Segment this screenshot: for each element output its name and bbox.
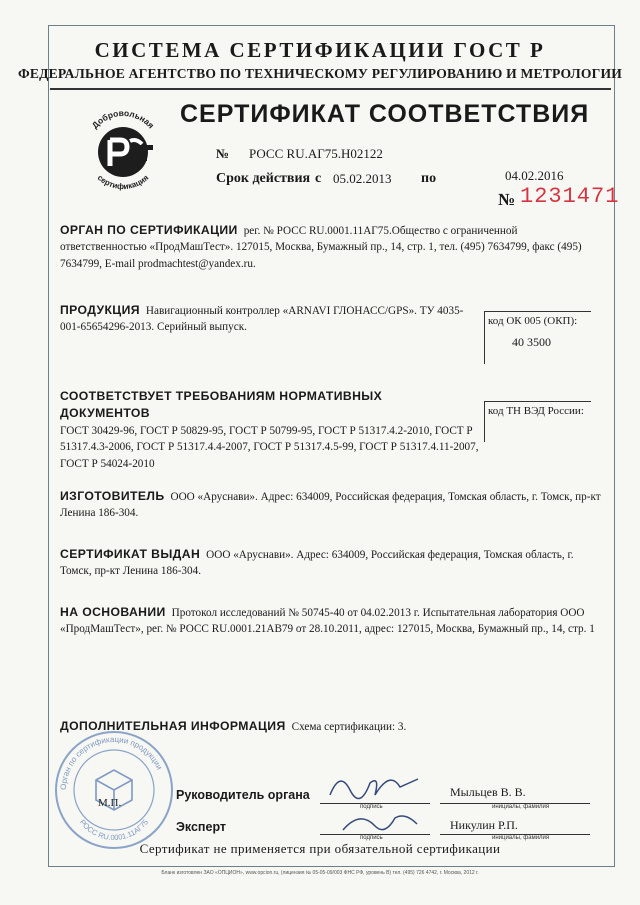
head-name: Мыльцев В. В. — [450, 785, 526, 799]
expert-signature-caption: подпись — [360, 835, 383, 841]
organ-heading: ОРГАН ПО СЕРТИФИКАЦИИ — [60, 223, 238, 237]
manufacturer-heading: ИЗГОТОВИТЕЛЬ — [60, 489, 165, 503]
logo-top-text: Добровольная — [89, 108, 157, 131]
print-info: Бланк изготовлен ЗАО «ОПЦИОН», www.opcion.ru, (лицензия № 05-05-09/003 ФНС РФ, уровень В) тел. (495) 726 4742, г. Москва, 2012 г. — [161, 870, 479, 876]
head-role: Руководитель органа — [176, 788, 310, 802]
expert-name: Никулин Р.П. — [450, 818, 518, 832]
product-heading: ПРОДУКЦИЯ — [60, 303, 140, 317]
issued-to-heading: СЕРТИФИКАТ ВЫДАН — [60, 547, 201, 561]
validity-from-label: с — [315, 171, 322, 186]
basis-text: Протокол исследований № 50745-40 от 04.02.2013 г. Испытательная лаборатория ООО «ПродМашТест», рег. № РОСС RU.0001.21АВ79 от 28.10.2011, адрес: 127015, Москва, Бумажный пр., 14, стр. 1 — [60, 607, 595, 636]
conformity-text: ГОСТ 30429-96, ГОСТ Р 50829-95, ГОСТ Р 50799-95, ГОСТ Р 51317.4.2-2010, ГОСТ Р 51317.4.3-2006, ГОСТ Р 51317.4.4-2007, ГОСТ Р 51317.4.5-99, ГОСТ Р 51317.4.11-2007, ГОСТ Р 54024-2010 — [60, 424, 479, 470]
basis-heading: НА ОСНОВАНИИ — [60, 605, 166, 619]
product-section — [60, 302, 480, 336]
system-title: СИСТЕМА СЕРТИФИКАЦИИ ГОСТ Р — [94, 38, 546, 62]
certificate-number: РОСС RU.АГ75.Н02122 — [249, 146, 383, 161]
tnved-label: код ТН ВЭД России: — [488, 405, 584, 417]
date-from: 05.02.2013 — [333, 171, 392, 186]
validity-label: Срок действия — [216, 171, 311, 186]
stamp-mark: М.П. — [98, 797, 122, 809]
additional-text: Схема сертификации: 3. — [291, 721, 407, 733]
expert-signature-icon — [335, 808, 425, 838]
number-label: № — [216, 146, 230, 161]
issued-to-text: ООО «Аруснави». Адрес: 634009, Российская федерация, Томская область, г. Томск, пр-кт Ленина 186-304. — [60, 549, 574, 578]
head-signature-icon — [320, 765, 430, 805]
validity-to-label: по — [421, 171, 437, 186]
conformity-section — [60, 388, 480, 472]
okp-value: 40 3500 — [512, 335, 551, 349]
manufacturer-section — [60, 488, 605, 522]
expert-role: Эксперт — [176, 820, 227, 834]
issued-to-section — [60, 546, 605, 580]
serial-number: 1231471 — [520, 184, 620, 209]
expert-initials-caption: инициалы, фамилия — [492, 835, 550, 841]
rst-logo-icon — [80, 108, 166, 194]
header-divider — [50, 88, 611, 90]
product-text: Навигационный контроллер «ARNAVI ГЛОНАСС/GPS». ТУ 4035-001-65654296-2013. Серийный выпуск. — [60, 305, 464, 334]
head-initials-caption: инициалы, фамилия — [492, 804, 550, 810]
seal-reg-text: РОСС RU.0001.11АГ75 — [77, 817, 151, 843]
seal-ring-text: Орган по сертификации продукции — [58, 734, 165, 791]
okp-label: код ОК 005 (ОКП): — [488, 315, 578, 327]
agency-name: ФЕДЕРАЛЬНОЕ АГЕНТСТВО ПО ТЕХНИЧЕСКОМУ РЕГУЛИРОВАНИЮ И МЕТРОЛОГИИ — [17, 66, 623, 81]
additional-heading: ДОПОЛНИТЕЛЬНАЯ ИНФОРМАЦИЯ — [60, 719, 286, 733]
conformity-heading: СООТВЕТСТВУЕТ ТРЕБОВАНИЯМ НОРМАТИВНЫХ ДОКУМЕНТОВ — [60, 389, 383, 421]
basis-section — [60, 604, 610, 638]
organ-text: рег. № РОСС RU.0001.11АГ75.Общество с ограниченной ответственностью «ПродМашТест». 127015, Москва, Бумажный пр., 14, стр. 1, тел. (495) 7634799, факс (495) 7634799, E-mail prodmachtest@yandex.ru. — [60, 225, 582, 270]
logo-bottom-text: сертификация — [95, 173, 151, 192]
certification-seal — [52, 728, 176, 852]
head-signature-caption: подпись — [360, 804, 383, 810]
footer-note: Сертификат не применяется при обязательной сертификации — [139, 841, 501, 856]
manufacturer-text: ООО «Аруснави». Адрес: 634009, Российская федерация, Томская область, г. Томск, пр-кт Ленина 186-304. — [60, 491, 601, 520]
certificate-title: СЕРТИФИКАТ СООТВЕТСТВИЯ — [180, 100, 590, 128]
organ-section — [60, 222, 600, 272]
serial-label: № — [498, 190, 516, 209]
date-to: 04.02.2016 — [505, 168, 564, 183]
